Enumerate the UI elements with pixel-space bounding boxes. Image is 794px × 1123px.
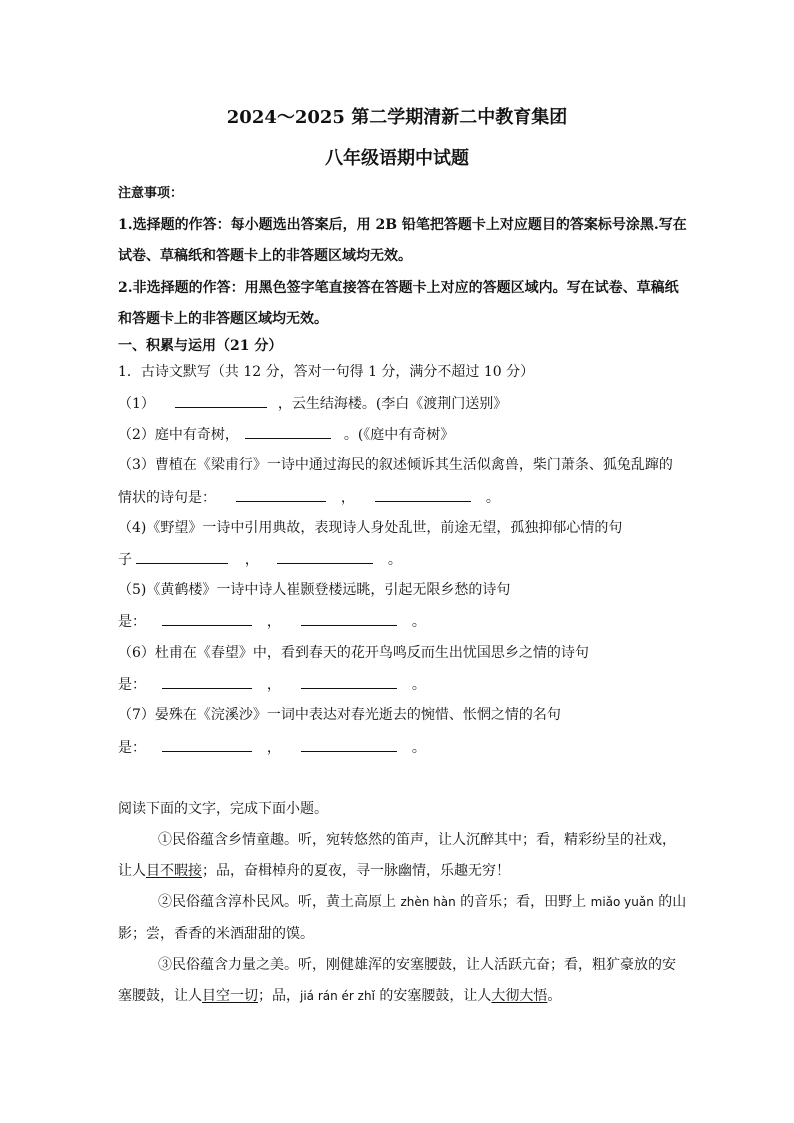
item-2-prefix: （2）庭中有奇树，	[118, 427, 239, 443]
answer-blank-7b[interactable]	[301, 737, 397, 752]
answer-blank-3a[interactable]	[236, 487, 326, 502]
item-1-prefix: （1）	[118, 396, 155, 412]
comma: ，	[266, 740, 281, 756]
label-shi: 是：	[118, 740, 146, 756]
answer-blank-5b[interactable]	[301, 611, 397, 626]
comma: ，	[266, 614, 281, 630]
poem-item-7-line-b	[118, 737, 426, 758]
note-2-line-b: 和答题卡上的非答题区域均无效。	[118, 311, 328, 327]
note-1-line-b: 试卷、草稿纸和答题卡上的非答题区域均无效。	[118, 248, 412, 264]
notes-heading: 注意事项：	[118, 186, 184, 201]
reading-para-3-line-a: ③民俗蕴含力量之美。听，刚健雄浑的安塞腰鼓，让人活跃亢奋；看，粗犷豪放的安	[158, 957, 676, 973]
period: 。	[387, 552, 402, 568]
underlined-idiom: 目不暇接	[146, 863, 202, 879]
comma: ，	[244, 552, 259, 568]
answer-blank-2[interactable]	[245, 424, 331, 439]
para-1-text: 让人	[118, 863, 146, 879]
poem-item-2	[118, 424, 454, 445]
reading-para-1-line-a: ①民俗蕴含乡情童趣。听，宛转悠然的笛声，让人沉醉其中；看，精彩纷呈的社戏，	[158, 832, 676, 848]
reading-intro: 阅读下面的文字，完成下面小题。	[118, 801, 328, 817]
underlined-idiom: 目空一切	[202, 988, 258, 1004]
poem-item-6-line-b	[118, 674, 426, 695]
answer-blank-5a[interactable]	[162, 611, 252, 626]
answer-blank-6a[interactable]	[162, 674, 252, 689]
para-3-text: ；品，	[258, 988, 300, 1004]
poem-item-5-line-a: （5)《黄鹤楼》一诗中诗人崔颢登楼远眺，引起无限乡愁的诗句	[118, 582, 511, 598]
reading-para-1-line-b	[118, 861, 510, 881]
period: 。	[485, 490, 500, 506]
underlined-idiom: 大彻大悟	[491, 988, 548, 1004]
para-3-text: 的安塞腰鼓，让人	[374, 988, 492, 1004]
section-1-heading: 一、积累与运用（21 分）	[118, 338, 283, 354]
answer-blank-6b[interactable]	[301, 674, 397, 689]
exam-title-line2: 八年级语期中试题	[325, 148, 469, 169]
period: 。	[411, 740, 426, 756]
comma: ，	[266, 677, 281, 693]
reading-para-3-line-b	[118, 986, 561, 1006]
poem-item-1	[118, 393, 507, 414]
item-3-prefix: 情状的诗句是：	[118, 490, 216, 506]
note-1-line-a: 1.选择题的作答：每小题选出答案后，用 2B 铅笔把答题卡上对应题目的答案标号涂黑.写在	[118, 217, 687, 233]
exam-title-line1: 2024～2025 第二学期清新二中教育集团	[226, 107, 568, 128]
label-shi: 是：	[118, 614, 146, 630]
answer-blank-1[interactable]	[175, 393, 267, 408]
answer-blank-7a[interactable]	[162, 737, 252, 752]
poem-item-6-line-a: （6）杜甫在《春望》中，看到春天的花开鸟鸣反而生出忧国思乡之情的诗句	[118, 645, 589, 661]
para-2-text: ②民俗蕴含淳朴民风。听，黄土高原上	[158, 894, 401, 910]
answer-blank-3b[interactable]	[375, 487, 471, 502]
poem-item-4-line-b	[118, 549, 402, 570]
period: 。	[411, 614, 426, 630]
pinyin-prompt: zhèn hàn	[400, 895, 456, 909]
poem-item-5-line-b	[118, 611, 426, 632]
item-4-prefix: 子	[118, 552, 132, 568]
answer-blank-4a[interactable]	[136, 549, 228, 564]
reading-para-2-line-b: 影；尝，香香的米酒甜甜的馍。	[118, 926, 314, 942]
poem-item-3-line-a: （3）曹植在《梁甫行》一诗中通过海民的叙述倾诉其生活似禽兽，柴门萧条、狐兔乱蹿的	[118, 457, 673, 473]
poem-item-7-line-a: （7）晏殊在《浣溪沙》一词中表达对春光逝去的惋惜、怅惘之情的名句	[118, 707, 561, 723]
item-2-suffix: 。(《庭中有奇树》	[343, 427, 455, 443]
comma: ，	[340, 490, 355, 506]
note-2-line-a: 2.非选择题的作答：用黑色签字笔直接答在答题卡上对应的答题区域内。写在试卷、草稿纸	[118, 280, 679, 296]
pinyin-prompt: jiá rán ér zhǐ	[300, 989, 375, 1003]
pinyin-prompt: miǎo yuǎn	[590, 895, 654, 909]
poem-item-4-line-a: （4)《野望》一诗中引用典故，表现诗人身处乱世，前途无望，孤独抑郁心情的句	[118, 520, 623, 536]
period: 。	[411, 677, 426, 693]
reading-para-2-line-a	[158, 892, 686, 912]
item-1-suffix: ，云生结海楼。(李白《渡荆门送别》	[277, 396, 508, 412]
question-1-stem: 1．古诗文默写（共 12 分，答对一句得 1 分，满分不超过 10 分）	[118, 364, 535, 380]
answer-blank-4b[interactable]	[277, 549, 373, 564]
para-3-text: 。	[547, 988, 562, 1004]
poem-item-3-line-b	[118, 487, 500, 508]
para-2-text: 的山	[653, 894, 687, 910]
para-3-text: 塞腰鼓，让人	[118, 988, 202, 1004]
para-1-text: ；品，奋楫棹舟的夏夜，寻一脉幽情，乐趣无穷！	[202, 863, 510, 879]
para-2-text: 的音乐；看，田野上	[455, 894, 591, 910]
label-shi: 是：	[118, 677, 146, 693]
